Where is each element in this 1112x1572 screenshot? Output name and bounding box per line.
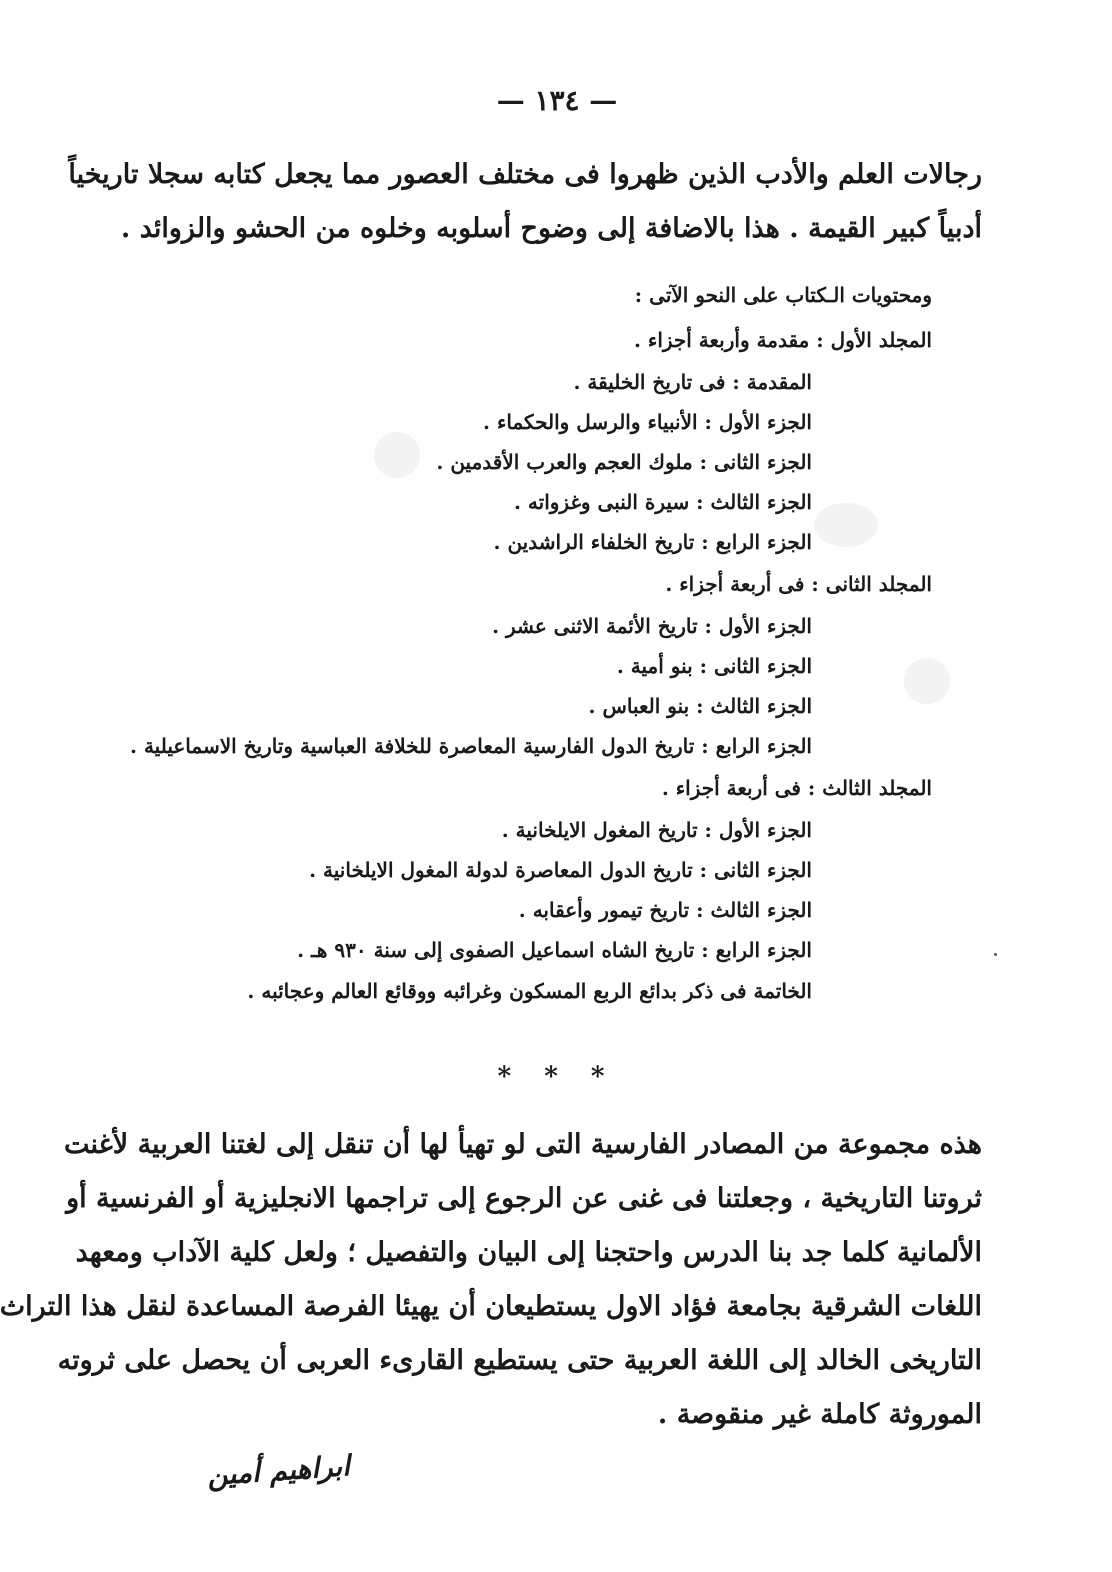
list-item: الجزء الثانى : ملوك العجم والعرب الأقدمين . xyxy=(436,450,812,474)
list-item: الجزء الثالث : بنو العباس . xyxy=(588,694,812,718)
paragraph-line: اللغات الشرقية بجامعة فؤاد الاول يستطيعان أن يهيئا الفرصة المساعدة لنقل هذا التراث xyxy=(0,1291,982,1322)
volume-items xyxy=(112,362,932,562)
volume-2 xyxy=(112,562,932,766)
volume-items xyxy=(112,810,932,970)
book-page xyxy=(2,0,1112,1572)
list-item: المقدمة : فى تاريخ الخليقة . xyxy=(573,370,812,394)
closing-paragraph xyxy=(0,1118,982,1442)
section-separator: * * * xyxy=(497,1062,617,1092)
author-signature: ابراهيم أمين xyxy=(206,1449,351,1492)
paragraph-line: رجالات العلم والأدب الذين ظهروا فى مختلف العصور مما يجعل كتابه سجلا تاريخياً xyxy=(68,159,982,190)
list-item: الجزء الأول : تاريخ الأئمة الاثنى عشر . xyxy=(492,614,812,638)
volume-title: المجلد الثالث : فى أربعة أجزاء . xyxy=(661,776,932,800)
list-item: الجزء الرابع : تاريخ الخلفاء الراشدين . xyxy=(493,530,812,554)
contents-conclusion: الخاتمة فى ذكر بدائع الربع المسكون وغرائبه ووقائع العالم وعجائبه . xyxy=(247,979,812,1003)
volume-title: المجلد الأول : مقدمة وأربعة أجزاء . xyxy=(633,328,932,352)
volume-3 xyxy=(112,766,932,970)
list-item: الجزء الثالث : تاريخ تيمور وأعقابه . xyxy=(518,898,812,922)
book-contents-list xyxy=(112,272,932,1012)
paper-speck xyxy=(994,953,997,956)
list-item: الجزء الثانى : تاريخ الدول المعاصرة لدولة المغول الايلخانية . xyxy=(309,858,812,882)
paragraph-line: الموروثة كاملة غير منقوصة . xyxy=(657,1399,982,1430)
volume-title: المجلد الثانى : فى أربعة أجزاء . xyxy=(665,572,932,596)
paragraph-line: أدبياً كبير القيمة . هذا بالاضافة إلى وضوح أسلوبه وخلوه من الحشو والزوائد . xyxy=(120,213,982,244)
paragraph-line: ثروتنا التاريخية ، وجعلتنا فى غنى عن الرجوع إلى تراجمها الانجليزية أو الفرنسية أو xyxy=(66,1183,982,1214)
page-number: — ١٣٤ — xyxy=(496,84,618,117)
list-item: الجزء الثالث : سيرة النبى وغزواته . xyxy=(514,490,812,514)
list-item: الجزء الرابع : تاريخ الدول الفارسية المعاصرة للخلافة العباسية وتاريخ الاسماعيلية . xyxy=(130,734,812,758)
paragraph-line: الألمانية كلما جد بنا الدرس واحتجنا إلى البيان والتفصيل ؛ ولعل كلية الآداب ومعهد xyxy=(75,1237,982,1268)
contents-intro: ومحتويات الـكتاب على النحو الآتى : xyxy=(634,283,932,307)
volume-1 xyxy=(112,318,932,562)
paragraph-line: التاريخى الخالد إلى اللغة العربية حتى يستطيع القارىء العربى أن يحصل على ثروته xyxy=(57,1345,982,1376)
list-item: الجزء الأول : تاريخ المغول الايلخانية . xyxy=(501,818,812,842)
top-paragraph xyxy=(68,148,982,256)
list-item: الجزء الرابع : تاريخ الشاه اسماعيل الصفوى إلى سنة ٩٣٠ هـ . xyxy=(297,938,812,962)
list-item: الجزء الأول : الأنبياء والرسل والحكماء . xyxy=(483,410,812,434)
paragraph-line: هذه مجموعة من المصادر الفارسية التى لو تهيأ لها أن تنقل إلى لغتنا العربية لأغنت xyxy=(64,1129,982,1160)
volume-items xyxy=(112,606,932,766)
list-item: الجزء الثانى : بنو أمية . xyxy=(616,654,812,678)
